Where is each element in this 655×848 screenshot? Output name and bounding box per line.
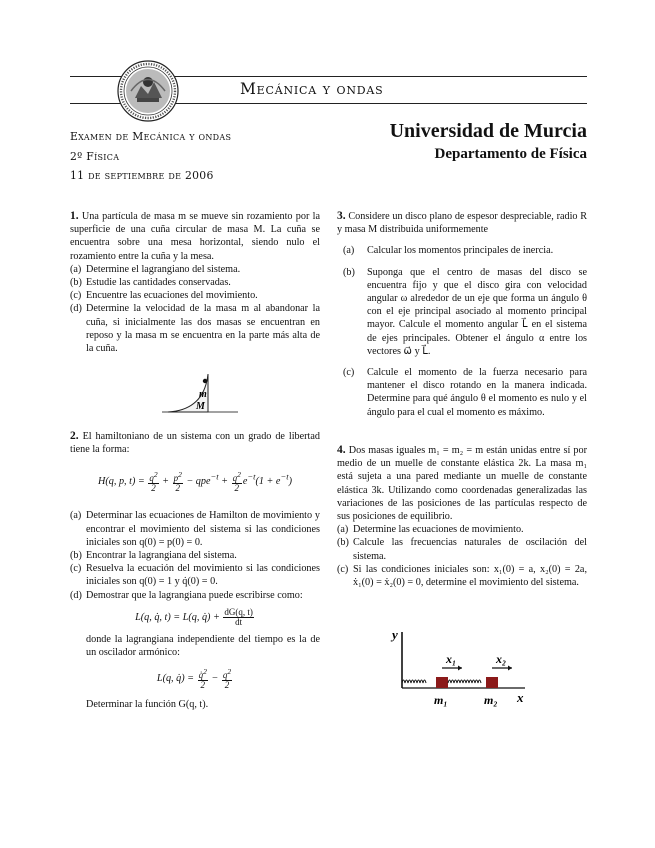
y-axis-label: y bbox=[392, 628, 398, 642]
list-item: (a) Calcular los momentos principales de inercia. bbox=[343, 245, 554, 257]
problem-2-items bbox=[70, 509, 320, 601]
list-item: (c) Si las condiciones iniciales son: x₁(0) = a, x₂(0) = 2a, ẋ₁(0) = ẋ₂(0) = 0, determine el movimiento del sistema. bbox=[337, 563, 587, 589]
list-item: (d) Demostrar que la lagrangiana puede escribirse como: bbox=[70, 589, 303, 601]
mass-m2 bbox=[486, 677, 498, 688]
spring-mass-figure bbox=[390, 628, 540, 710]
problem-3-statement: 3. Considere un disco plano de espesor despreciable, radio R y masa M distribuida uniformemente bbox=[337, 210, 588, 236]
problem-2-note: donde la lagrangiana independiente del tiempo es la de un oscilador armónico: bbox=[86, 633, 320, 659]
list-item: (c) Resuelva la ecuación del movimiento si las condiciones iniciales son q(0) = 1 y q̇(0) = 0. bbox=[70, 563, 320, 588]
list-item: (c) Calcule el momento de la fuerza necesario para mantener el disco rotando en la manera indicada. Determine para qué ángulo θ el momento es nulo y el ángulo para el cual el momento es máximo. bbox=[343, 367, 587, 418]
list-item: (a) Determine el lagrangiano del sistema. bbox=[70, 263, 241, 275]
course: 2º Física bbox=[70, 150, 120, 163]
arrow-x2-icon bbox=[508, 666, 512, 671]
lagrangian-equation: L(q, q̇, t) = L(q, q̇) + $\frac{dG(q, t)}{dt}$ bbox=[135, 606, 253, 627]
wedge-small-mass-label: m bbox=[199, 389, 207, 400]
m1-label: m₁ bbox=[434, 693, 448, 707]
university-seal-icon bbox=[117, 60, 179, 122]
oscillator-equation: L(q, q̇) = $\frac{q̇^2}{2}$ − $\frac{q^2}{2}$ bbox=[156, 667, 232, 691]
problem-2 bbox=[70, 430, 320, 711]
problem-4-statement: 4. Dos masas iguales m₁ = m₂ = m están unidas entre sí por medio de un muelle de constante elástica 2k. La masa m₁ está sujeta a una pared mediante un muelle de constante elástica 3k. Utilizando como coordenadas generalizadas las variaciones de las posiciones de las partículas respecto de sus posiciones de equilibrio. bbox=[337, 444, 587, 523]
list-item: (b) Calcule las frecuencias naturales de oscilación del sistema. bbox=[337, 537, 587, 562]
list-item: (b) Encontrar la lagrangiana del sistema. bbox=[70, 550, 237, 562]
spring-2k bbox=[448, 680, 481, 683]
list-item: (a) Determinar las ecuaciones de Hamilton de movimiento y encontrar el movimiento del sistema si las condiciones iniciales son q(0) = p(0) = 0. bbox=[70, 510, 320, 548]
list-item: (b) Estudie las cantidades conservadas. bbox=[70, 277, 231, 289]
mass-m1 bbox=[436, 677, 448, 688]
problem-3 bbox=[337, 210, 587, 427]
wedge-figure bbox=[160, 366, 240, 418]
problem-1-items bbox=[70, 263, 320, 355]
list-item: (d) Determine la velocidad de la masa m al abandonar la cuña, si inicialmente las dos masas se encuentran en reposo y la masa m se encuentra en la parte más alta de la cuña. bbox=[70, 303, 320, 355]
journal-title: Mecánica y ondas bbox=[240, 80, 384, 98]
x-axis-label: x bbox=[517, 690, 524, 705]
wedge-big-mass-label: M bbox=[196, 401, 205, 412]
problem-1 bbox=[70, 210, 320, 355]
exam-date: 11 de septiembre de 2006 bbox=[70, 169, 214, 182]
x1-label: x₁ bbox=[446, 652, 457, 666]
department-name: Departamento de Física bbox=[434, 146, 587, 162]
university-name: Universidad de Murcia bbox=[389, 120, 587, 142]
arrow-x1-icon bbox=[458, 666, 462, 671]
list-item: (a) Determine las ecuaciones de movimiento. bbox=[337, 524, 524, 536]
hamiltonian-equation: H(q, p, t) = $\frac{q^2}{2}$ + $\frac{p^2}{2}$ − qpe$^{-t}$ + $\frac{q^2}{2}$ $e^{-t}(1 + e^{-t})$ bbox=[98, 470, 292, 494]
problem-2-statement: 2. El hamiltoniano de un sistema con un grado de libertad tiene la forma: bbox=[70, 430, 320, 456]
list-item: (b) Suponga que el centro de masas del disco se encuentra fijo y que el disco gira con velocidad angular ω alrededor de un eje que forma un ángulo θ con el eje principal asociado al momento principal mayor. Calcule el momento angular L⃗ en el sistema de ejes principales. Obtener el ángulo α entre los vectores ω⃗ y L⃗. bbox=[343, 266, 587, 357]
problem-1-statement: 1. Una partícula de masa m se mueve sin rozamiento por la superficie de una cuña circular de masa M. La cuña se encuentra sobre una mesa horizontal, siendo nulo el rozamiento entre la cuña y la mesa. bbox=[70, 210, 321, 262]
problem-2-final: Determinar la función G(q, t). bbox=[86, 699, 209, 711]
problem-4-items bbox=[337, 523, 587, 589]
spring-3k bbox=[402, 680, 426, 683]
m2-label: m₂ bbox=[484, 693, 498, 707]
x2-label: x₂ bbox=[496, 652, 507, 666]
list-item: (c) Encuentre las ecuaciones del movimiento. bbox=[70, 290, 258, 302]
problem-3-items bbox=[337, 244, 587, 418]
problem-4 bbox=[337, 444, 587, 589]
exam-title: Examen de Mecánica y ondas bbox=[70, 130, 232, 143]
